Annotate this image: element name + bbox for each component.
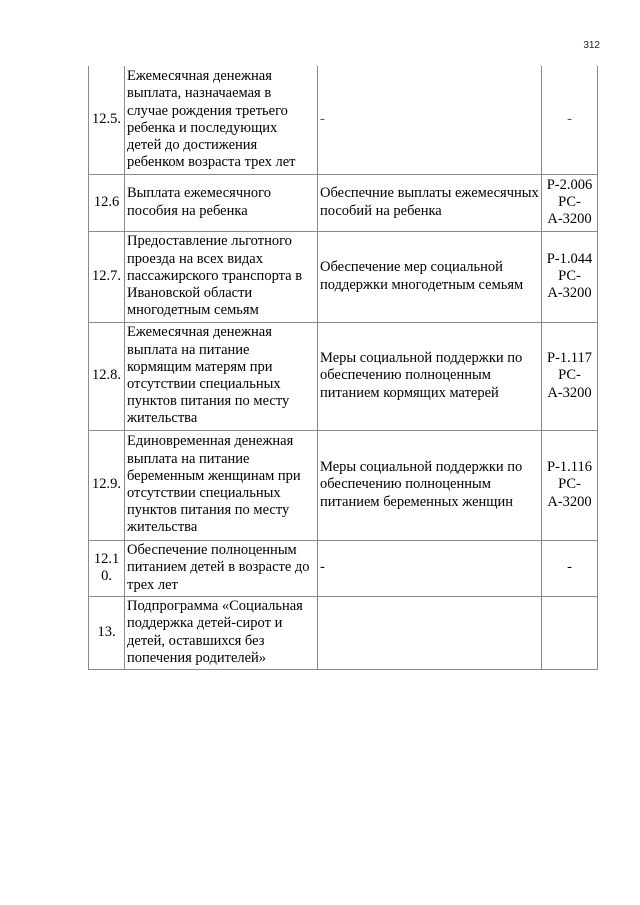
measure-code: - xyxy=(542,540,598,596)
measure-goal: Обеспечение мер социальной поддержки многодетным семьям xyxy=(318,231,542,322)
program-table xyxy=(88,66,598,670)
measure-goal xyxy=(318,596,542,669)
measure-name: Обеспечение полноценным питанием детей в возрасте до трех лет xyxy=(125,540,318,596)
table-row xyxy=(89,596,598,669)
measure-goal: - xyxy=(318,66,542,174)
table-row xyxy=(89,231,598,322)
row-number: 12.5. xyxy=(89,66,125,174)
table-row xyxy=(89,322,598,430)
measure-name: Выплата ежемесячного пособия на ребенка xyxy=(125,174,318,231)
measure-code: Р-1.044 РС-А-3200 xyxy=(542,231,598,322)
row-number: 12.6 xyxy=(89,174,125,231)
row-number: 12.9. xyxy=(89,430,125,540)
measure-name: Единовременная денежная выплата на питание беременным женщинам при отсутствии специальных пунктов питания по месту жительства xyxy=(125,430,318,540)
table-row xyxy=(89,66,598,174)
row-number: 12.7. xyxy=(89,231,125,322)
page-number: 312 xyxy=(583,40,600,51)
measure-name: Предоставление льготного проезда на всех видах пассажирского транспорта в Ивановской области многодетным семьям xyxy=(125,231,318,322)
measure-name: Подпрограмма «Социальная поддержка детей-сирот и детей, оставшихся без попечения родителей» xyxy=(125,596,318,669)
measure-name: Ежемесячная денежная выплата на питание кормящим матерям при отсутствии специальных пунктов питания по месту жительства xyxy=(125,322,318,430)
table-row xyxy=(89,430,598,540)
table-row xyxy=(89,540,598,596)
measure-code: Р-1.116 РС-А-3200 xyxy=(542,430,598,540)
table-row xyxy=(89,174,598,231)
row-number: 13. xyxy=(89,596,125,669)
measure-goal: - xyxy=(318,540,542,596)
measure-goal: Меры социальной поддержки по обеспечению полноценным питанием кормящих матерей xyxy=(318,322,542,430)
measure-code: - xyxy=(542,66,598,174)
measure-name: Ежемесячная денежная выплата, назначаемая в случае рождения третьего ребенка и последующих детей до достижения ребенком возраста трех лет xyxy=(125,66,318,174)
row-number: 12.8. xyxy=(89,322,125,430)
measure-goal: Меры социальной поддержки по обеспечению полноценным питанием беременных женщин xyxy=(318,430,542,540)
measure-code: Р-1.117 РС-А-3200 xyxy=(542,322,598,430)
measure-code: Р-2.006 РС-А-3200 xyxy=(542,174,598,231)
measure-goal: Обеспечние выплаты ежемесячных пособий на ребенка xyxy=(318,174,542,231)
measure-code xyxy=(542,596,598,669)
row-number: 12.10. xyxy=(89,540,125,596)
